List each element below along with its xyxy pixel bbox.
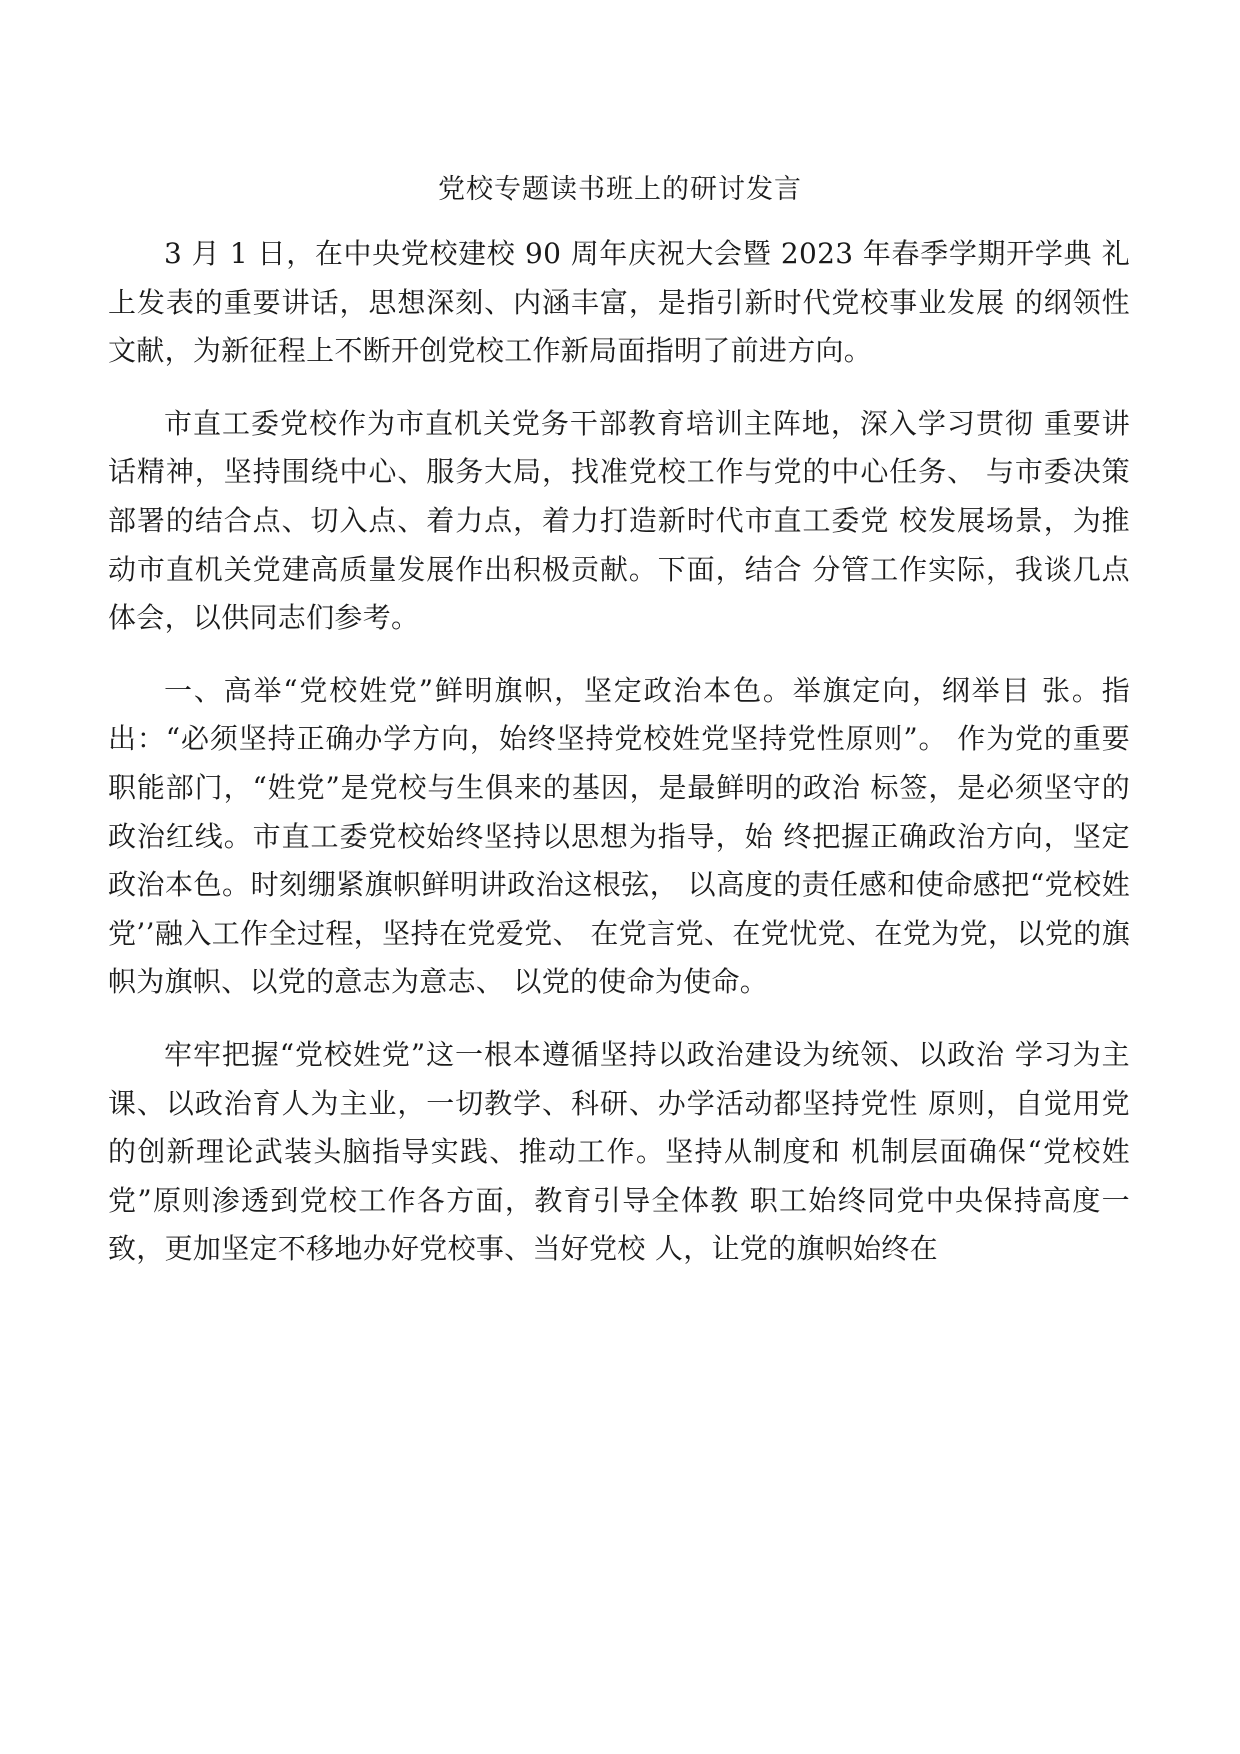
- document-body: [108, 230, 1130, 1298]
- paragraph: 市直工委党校作为市直机关党务干部教育培训主阵地，深入学习贯彻 重要讲话精神，坚持围绕中心、服务大局，找准党校工作与党的中心任务、 与市委决策部署的结合点、切入点、着力点，着力打造新时代市直工委党 校发展场景，为推动市直机关党建高质量发展作出积极贡献。下面，结合 分管工作实际，我谈几点体会，以供同志们参考。: [108, 406, 1130, 635]
- document-title: 党校专题读书班上的研讨发言: [438, 174, 802, 205]
- paragraph: 牢牢把握“党校姓党”这一根本遵循坚持以政治建设为统领、以政治 学习为主课、以政治育人为主业，一切教学、科研、办学活动都坚持党性 原则，自觉用党的创新理论武装头脑指导实践、推动工作。坚持从制度和 机制层面确保“党校姓党”原则渗透到党校工作各方面，教育引导全体教 职工始终同党中央保持高度一致，更加坚定不移地办好党校事、当好党校 人，让党的旗帜始终在: [108, 1037, 1130, 1266]
- paragraph: 一、高举“党校姓党”鲜明旗帜，坚定政治本色。举旗定向，纲举目 张。指出：“必须坚持正确办学方向，始终坚持党校姓党坚持党性原则”。 作为党的重要职能部门，“姓党”是党校与生俱来的基因，是最鲜明的政治 标签，是必须坚守的政治红线。市直工委党校始终坚持以思想为指导，始 终把握正确政治方向，坚定政治本色。时刻绷紧旗帜鲜明讲政治这根弦， 以高度的责任感和使命感把“党校姓党’’融入工作全过程，坚持在党爱党、 在党言党、在党忧党、在党为党，以党的旗帜为旗帜、以党的意志为意志、 以党的使命为使命。: [108, 673, 1130, 999]
- paragraph: 3 月 1 日，在中央党校建校 90 周年庆祝大会暨 2023 年春季学期开学典 礼上发表的重要讲话，思想深刻、内涵丰富，是指引新时代党校事业发展 的纲领性文献，为新征程上不断开创党校工作新局面指明了前进方向。: [108, 237, 1130, 368]
